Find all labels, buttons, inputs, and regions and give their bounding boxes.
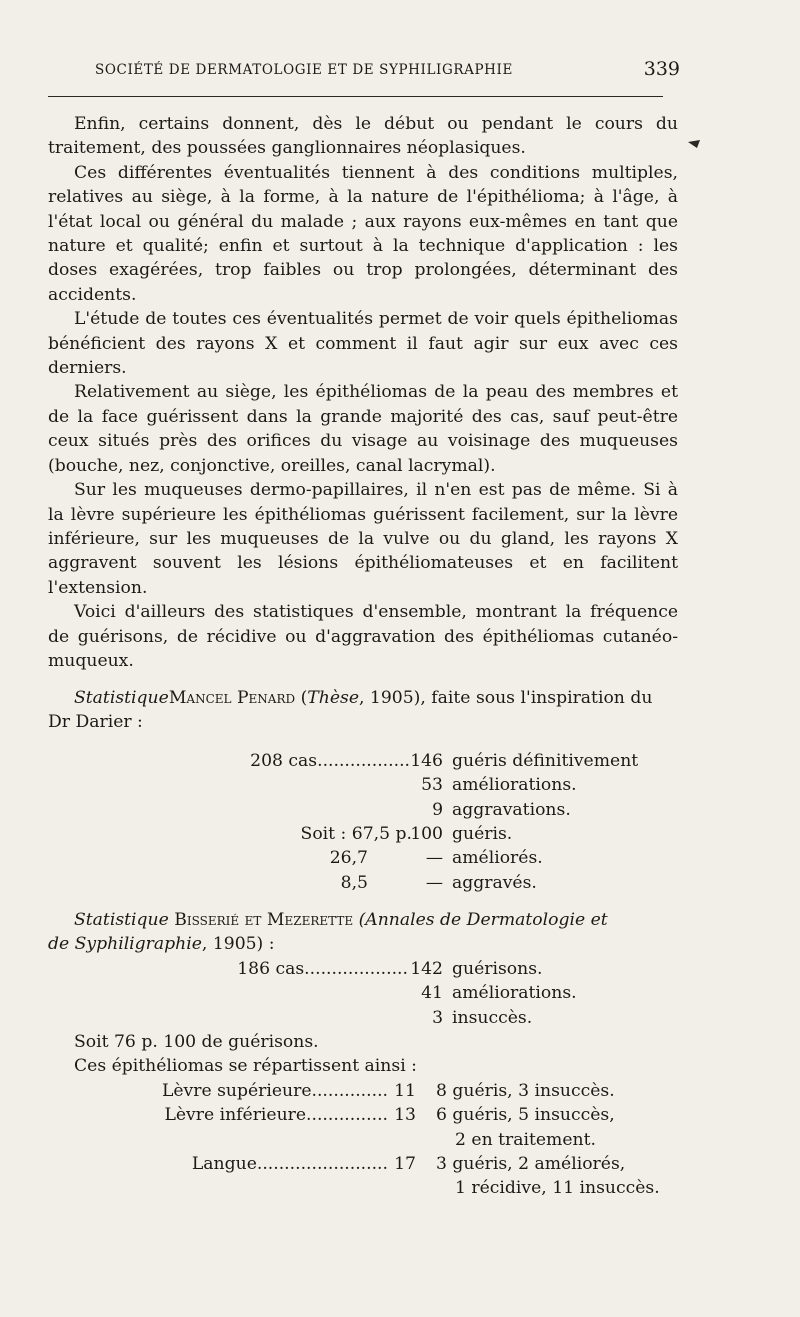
- ink-mark: [688, 140, 702, 148]
- stat1-ref-rest: , 1905), faite sous l'inspiration du: [359, 688, 653, 708]
- stat-row-text: améliorés.: [452, 848, 543, 869]
- stat-row: [48, 773, 678, 797]
- stat-row: [48, 981, 678, 1005]
- stat1-ref-title: Thèse: [307, 688, 359, 708]
- paragraph: L'étude de toutes ces éventualités permet de voir quels épitheliomas bénéficient des rayons X et comment il faut agir sur eux avec ces derniers.: [48, 309, 678, 379]
- stat-row-text: 8 guéris, 3 insuccès.: [436, 1080, 615, 1101]
- stat-row: [48, 798, 678, 822]
- stat2-label: Statistique: [74, 910, 169, 930]
- stat-row-left: 8,5: [340, 872, 368, 893]
- stat1-ref-open: (: [300, 688, 308, 708]
- stat-row-number: 9: [432, 799, 443, 820]
- stat-row-continuation: [48, 1128, 678, 1152]
- stat-row: [48, 1079, 678, 1103]
- stat-row-text: 3 guéris, 2 améliorés,: [436, 1153, 626, 1174]
- stat2-intro-text: Ces épithéliomas se répartissent ainsi :: [74, 1056, 417, 1077]
- statistics-section-2: [48, 908, 678, 1201]
- stat2-ref-title-b: de Syphiligraphie: [48, 934, 202, 955]
- stat1-label: Statistique: [74, 688, 169, 708]
- paragraph: Voici d'ailleurs des statistiques d'ensemble, montrant la fréquence de guérisons, de récidive ou d'aggravation des épithéliomas cutanéo-muqueux.: [48, 602, 678, 671]
- stat-row-number: 13: [394, 1105, 416, 1126]
- stat-row-text: aggravations.: [452, 799, 571, 820]
- stat-row-number: —: [425, 872, 443, 893]
- stat-row-number: 146: [410, 750, 443, 771]
- stat-row-text: améliorations.: [452, 983, 577, 1004]
- stat-row-number: 53: [421, 775, 443, 796]
- stat-row-text: améliorations.: [452, 775, 577, 796]
- stat-row-text: insuccès.: [452, 1007, 533, 1028]
- stat1-line2-text: Dr Darier :: [48, 712, 143, 733]
- stat1-line2: [48, 710, 678, 734]
- stat1-heading: [48, 686, 678, 710]
- stat2-ref-title-a: (Annales de Dermatologie et: [358, 910, 608, 930]
- stat-row-number: —: [425, 848, 443, 869]
- stat-row-number: 100: [410, 823, 443, 844]
- stat-row-text: 1 récidive, 11 insuccès.: [455, 1178, 660, 1199]
- stat-row-text: guéris.: [452, 823, 513, 844]
- paragraph: Ces différentes éventualités tiennent à des conditions multiples, relatives au siège, à la forme, à la nature de l'épithélioma; à l'âge, à l'état local ou général du malade ; aux rayons eux-mêmes en tant que nature et qualité; enfin et surtout à la technique d'application : les doses exagérées, trop faibles ou trop prolongées, déterminant des accidents.: [48, 162, 678, 305]
- stat-row-text: 6 guéris, 5 insuccès,: [436, 1105, 615, 1126]
- stat-row-text: guérisons.: [452, 958, 543, 979]
- stat2-soit: [48, 1030, 678, 1054]
- stat-row-text: guéris définitivement: [452, 750, 639, 771]
- statistics-section: [48, 686, 678, 895]
- stat2-ref-rest: , 1905) :: [201, 934, 275, 955]
- stat-row-number: 41: [421, 983, 443, 1004]
- stat-row-continuation: [48, 1176, 678, 1200]
- body-text: [48, 112, 678, 673]
- page-header: [95, 58, 680, 88]
- running-head: SOCIÉTÉ DE DERMATOLOGIE ET DE SYPHILIGRAPHIE: [95, 62, 513, 78]
- stat-row-text: 2 en traitement.: [455, 1129, 596, 1150]
- stat2-line2: [48, 932, 678, 956]
- stat-row-number: 11: [394, 1080, 416, 1101]
- stat-row-left: 186 cas...................: [237, 958, 408, 979]
- stat-row-left: 208 cas.................: [250, 750, 410, 771]
- paragraph: Relativement au siège, les épithéliomas de la peau des membres et de la face guérissent dans la grande majorité des cas, sauf peut-être ceux situés près des orifices du visage au voisinage des muqueuses (bouche, nez, conjonctive, oreilles, canal lacrymal).: [48, 382, 678, 476]
- stat2-heading: [48, 908, 678, 932]
- stat-row-text: aggravés.: [452, 872, 537, 893]
- stat-row-left: Soit : 67,5 p.: [300, 823, 412, 844]
- stat-row: [48, 871, 678, 895]
- stat-row-left: Langue........................: [191, 1153, 388, 1174]
- header-rule: [48, 96, 663, 97]
- stat-row-number: 3: [432, 1007, 443, 1028]
- stat-row: [48, 1152, 678, 1176]
- stat-row-number: 17: [394, 1153, 416, 1174]
- stat-row: [48, 749, 678, 773]
- stat-row-number: 142: [410, 958, 443, 979]
- stat-row: [48, 957, 678, 981]
- stat-row: [48, 822, 678, 846]
- stat2-intro: [48, 1054, 678, 1078]
- paragraph: Sur les muqueuses dermo-papillaires, il n'en est pas de même. Si à la lèvre supérieure les épithéliomas guérissent facilement, sur la lèvre inférieure, sur les muqueuses de la vulve ou du gland, les rayons X aggravent souvent les lésions épithéliomateuses et en facilitent l'extension.: [48, 480, 678, 598]
- stat-row: [48, 1006, 678, 1030]
- stat2-authors: Bisserié et Mezerette: [174, 910, 354, 930]
- stat-row-left: 26,7: [329, 848, 368, 869]
- stat-row-left: Lèvre supérieure..............: [161, 1080, 388, 1101]
- stat-row: [48, 846, 678, 870]
- paragraph: Enfin, certains donnent, dès le début ou pendant le cours du traitement, des poussées ganglionnaires néoplasiques.: [48, 114, 678, 159]
- stat1-author: Mancel Penard: [168, 688, 296, 708]
- stat-row-left: Lèvre inférieure...............: [164, 1105, 388, 1126]
- stat2-soit-text: Soit 76 p. 100 de guérisons.: [74, 1031, 319, 1052]
- stat-row: [48, 1103, 678, 1127]
- page-number: 339: [643, 58, 680, 80]
